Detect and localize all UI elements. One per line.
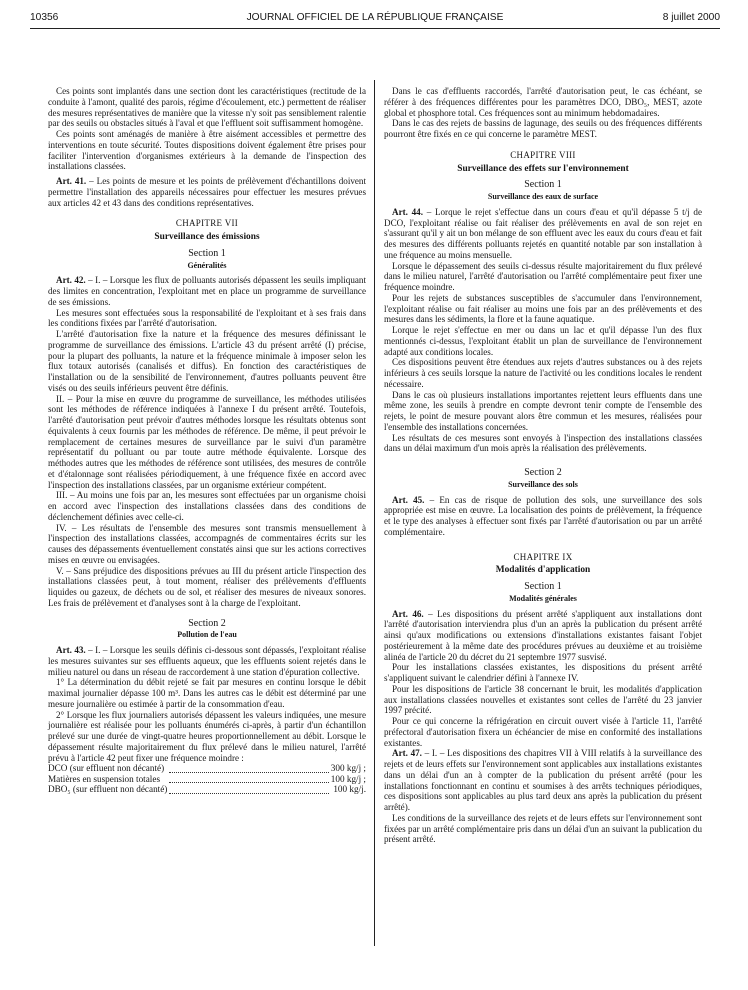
paragraph: Lorque le rejet s'effectue en mer ou dans un lac et qu'il dépasse l'un des flux mentionnés ci-dessus, l'exploitant établit un plan de surveillance de l'environnement adapté aux conditions locales.	[384, 325, 702, 357]
article-41	[48, 176, 366, 208]
article-label: Art. 46.	[392, 608, 424, 619]
paragraph: Ces points sont implantés dans une section dont les caractéristiques (rectitude de la conduite à l'amont, qualité des parois, régime d'écoulement, etc.) permettent de réaliser des mesures représentatives de manière que la vitesse n'y soit pas sensiblement ralentie par des seuils ou obstacles situés à l'aval et que l'effluent soit suffisamment homogène.	[48, 86, 366, 129]
limit-value: 100 kg/j ;	[330, 773, 366, 784]
limit-row	[48, 784, 366, 795]
article-text: – Les dispositions du présent arrêté s'appliquent aux installations dont l'arrêté d'autorisation interviendra plus d'un an après la publication du présent arrêté ainsi qu'aux modifications ou extensions d'installations existantes faisant l'objet postérieurement à la même date des procédures prévues au deuxième et au troisième alinéa de l'article 20 du décret du 21 septembre 1977 susvisé.	[384, 608, 702, 662]
paragraph: Pour les dispositions de l'article 38 concernant le bruit, les modalités d'application aux installations classées nouvelles et existantes sont celles de l'arrêté du 23 janvier 1997 précité.	[384, 683, 702, 716]
paragraph: L'arrêté d'autorisation fixe la nature et la fréquence des mesures définissant le programme de surveillance des émissions. L'article 43 du présent arrêté (I) précise, pour la plupart des polluants, la nature et la fréquence minimale à imposer selon les flux totaux autorisés (canalisés et diffus). En fonction des caractéristiques de l'installation ou de la sensibilité de l'environnement, d'autres polluants peuvent être visés ou des seuils inférieurs peuvent être définis.	[48, 329, 366, 393]
paragraph: Dans le cas où plusieurs installations importantes rejettent leurs effluents dans une même zone, les seuils à prendre en compte devront tenir compte de l'ensemble des rejets, le point de mesure pouvant alors être commun et les mesures, réalisées pour l'ensemble des installations concernées.	[384, 389, 702, 432]
publication-date: 8 juillet 2000	[662, 12, 720, 23]
article-label: Art. 47.	[392, 748, 422, 759]
header-rule	[30, 28, 720, 29]
article-text: – I. – Lorsque les seuils définis ci-dessous sont dépassés, l'exploitant réalise les mesures suivantes sur ses effluents aqueux, que les effluents soient rejetés dans le milieu naturel ou dans un réseau de raccordement à une station d'épuration collective.	[48, 645, 366, 677]
article-text: – I. – Les dispositions des chapitres VII à VIII relatifs à la surveillance des rejets et de leurs effets sur l'environnement sont applicables aux installations existantes dans un délai d'un an à compter de la publication du présent arrêté (pour les installations fonctionnant en continu et soumises à des arrêts techniques périodiques, ces dispositions sont applicables au plus tard deux ans après la publication du présent arrêté).	[384, 748, 703, 812]
section-title: Généralités	[187, 260, 227, 270]
paragraph: Pour les rejets de substances susceptibles de s'accumuler dans l'environnement, l'exploitant réalise ou fait réaliser au moins une fois par an des prélèvements et des mesures dans les sédiments, la flore et la faune aquatique.	[384, 292, 702, 325]
paragraph: Pour les installations classées existantes, les dispositions du présent arrêté s'appliquent suivant le calendrier défini à l'annexe IV.	[384, 662, 702, 683]
section-heading: Section 1	[188, 247, 226, 259]
section-title: Modalités générales	[509, 593, 577, 603]
limit-name: DBO₅ (sur effluent non décanté)	[48, 784, 168, 795]
article-text: – Lorque le rejet s'effectue dans un cours d'eau et qu'il dépasse 5 t/j de DCO, l'exploitant réalise ou fait réaliser des prélèvements en aval de son rejet en s'assurant qu'il y ait un bon mélange de son effluent avec les eaux du cours d'eau et fait des mesures des différents polluants rejetés en quantité notable par son installation à une fréquence au moins mensuelle.	[384, 206, 703, 260]
limit-name: Matières en suspension totales	[48, 773, 161, 784]
section-title: Surveillance des sols	[508, 479, 578, 489]
paragraph: Pour ce qui concerne la réfrigération en circuit ouvert visée à l'article 11, l'arrêté préfectoral d'autorisation fixera un échéancier de mise en conformité des installations existantes.	[384, 716, 702, 748]
paragraph: Les mesures sont effectuées sous la responsabilité de l'exploitant et à ses frais dans les conditions fixées par l'arrêté d'autorisation.	[48, 307, 366, 329]
paragraph: Dans le cas des rejets de bassins de lagunage, des seuils ou des fréquences différents pourront être fixés en ce qui concerne le paramètre MEST.	[384, 118, 702, 139]
limit-row	[48, 763, 366, 774]
section-heading: Section 2	[188, 617, 226, 629]
article-label: Art. 44.	[392, 206, 423, 217]
article-text: – En cas de risque de pollution des sols, une surveillance des sols appropriée est mise en œuvre. La localisation des points de prélèvement, la fréquence et le type des analyses à effectuer sont fixés par l'arrêté d'autorisation ou par un arrêté complémentaire.	[384, 494, 703, 537]
chapter-title: Modalités d'application	[495, 565, 591, 576]
article-text: – Les points de mesure et les points de prélèvement d'échantillons doivent permettre l'installation des appareils nécessaires pour effectuer les mesures prévues aux articles 42 et 43 dans des conditions représentatives.	[48, 176, 367, 208]
article-label: Art. 42.	[56, 275, 86, 286]
article-label: Art. 45.	[392, 494, 425, 505]
chapter-heading: CHAPITRE VIII	[510, 149, 576, 160]
section-heading: Section 2	[524, 467, 562, 478]
paragraph: Les résultats de ces mesures sont envoyés à l'inspection des installations classées dans un délai maximum d'un mois après la réalisation des prélèvements.	[384, 432, 702, 454]
article-46	[384, 609, 702, 663]
limit-value: 100 kg/j.	[333, 784, 366, 795]
article-label: Art. 41.	[56, 176, 87, 186]
section-heading: Section 1	[524, 581, 562, 592]
left-column	[48, 86, 366, 795]
limits-table	[48, 763, 366, 795]
chapter-heading: CHAPITRE IX	[513, 551, 573, 562]
article-42	[48, 275, 366, 307]
limit-value: 300 kg/j ;	[330, 763, 366, 774]
paragraph: 2° Lorsque les flux journaliers autorisés dépassent les valeurs indiquées, une mesure journalière est réalisée pour les polluants énumérés ci-après, à partir d'un échantillon prélevé sur une durée de vingt-quatre heures proportionnellement au débit. Lorsque le dépassement résulte majoritairement du flux prélevé dans le milieu naturel, l'arrêté prévu à l'article 42 peut fixer une fréquence moindre :	[48, 709, 366, 763]
journal-title: JOURNAL OFFICIEL DE LA RÉPUBLIQUE FRANÇAISE	[246, 12, 504, 23]
article-label: Art. 43.	[56, 645, 86, 655]
paragraph: Lorsque le dépassement des seuils ci-dessus résulte majoritairement du flux prélevé dans le milieu naturel, l'arrêté d'autorisation ou l'arrêté complémentaire peut fixer une fréquence moindre.	[384, 260, 702, 292]
page-number: 10356	[30, 12, 59, 23]
section-heading: Section 1	[524, 179, 562, 191]
paragraph: Les conditions de la surveillance des rejets et de leurs effets sur l'environnement sont fixées par un arrêté complémentaire pris dans un délai d'un an suivant la publication du présent arrêté.	[384, 812, 702, 845]
chapter-title: Surveillance des émissions	[154, 232, 260, 242]
limit-row	[48, 774, 366, 785]
article-45	[384, 495, 702, 538]
column-divider	[374, 80, 375, 946]
paragraph: 1° La détermination du débit rejeté se fait par mesures en continu lorsque le débit maximal journalier dépasse 100 m³. Dans les autres cas le débit est déterminé par une mesure journalière ou estimée à partir de la consommation d'eau.	[48, 677, 366, 709]
paragraph: III. – Au moins une fois par an, les mesures sont effectuées par un organisme choisi en accord avec l'inspection des installations classées dans des conditions de déclenchement définies avec celle-ci.	[48, 490, 366, 522]
section-title: Pollution de l'eau	[177, 630, 237, 640]
article-44	[384, 207, 702, 261]
section-title: Surveillance des eaux de surface	[487, 192, 599, 201]
paragraph: Ces dispositions peuvent être étendues aux rejets d'autres substances ou à des rejets inférieurs à ces seuils lorsque la nature de l'activité ou les conditions locales le rendent nécessaire.	[384, 357, 702, 389]
article-47	[384, 748, 702, 813]
paragraph: Ces points sont aménagés de manière à être aisément accessibles et permettre des interventions en toute sécurité. Toutes dispositions doivent également être prises pour faciliter l'intervention d'organismes extérieurs à la demande de l'inspection des installations classées.	[48, 129, 366, 172]
paragraph: II. – Pour la mise en œuvre du programme de surveillance, les méthodes utilisées sont les méthodes de référence indiquées à l'annexe I du présent arrêté. Toutefois, l'arrêté d'autorisation peut prévoir d'autres méthodes lorsque les résultats obtenus sont équivalents à ceux fournis par les méthodes de référence. De même, il peut prévoir le remplacement de certaines mesures de surveillance par le suivi d'un paramètre représentatif du polluant ou par toute autre méthode équivalente. Lorsque des méthodes autres que les méthodes de référence sont utilisées, des mesures de contrôle et d'étalonnage sont réalisées périodiquement, à une fréquence fixée en accord avec l'inspection des installations classées, par un organisme extérieur compétent.	[48, 393, 366, 490]
limit-name: DCO (sur effluent non décanté)	[48, 763, 165, 774]
chapter-title: Surveillance des effets sur l'environnement	[457, 163, 629, 174]
article-text: – I. – Lorsque les flux de polluants autorisés dépassent les seuils impliquant des limites en concentration, l'exploitant met en place un programme de surveillance de ses émissions.	[48, 275, 366, 307]
paragraph: Dans le cas d'effluents raccordés, l'arrêté d'autorisation peut, le cas échéant, se référer à des fréquences différentes pour les paramètres DCO, DBO₅, MEST, azote global et phosphore total. Ces fréquences sont au minimum hebdomadaires.	[384, 86, 702, 118]
paragraph: IV. – Les résultats de l'ensemble des mesures sont transmis mensuellement à l'inspection des installations classées, accompagnés de commentaires écrits sur les causes des dépassements éventuellement constatés ainsi que sur les actions correctives mises en œuvre ou envisagées.	[48, 522, 366, 565]
article-43	[48, 645, 366, 677]
page-header	[30, 12, 720, 28]
paragraph: V. – Sans préjudice des dispositions prévues au III du présent article l'inspection des installations classées peut, à tout moment, réaliser des prélèvements d'effluents liquides ou gazeux, de déchets ou de sol, et réaliser des mesures de niveaux sonores. Les frais de prélèvement et d'analyses sont à la charge de l'exploitant.	[48, 565, 366, 608]
right-column	[384, 86, 702, 845]
chapter-heading: CHAPITRE VII	[175, 218, 239, 229]
